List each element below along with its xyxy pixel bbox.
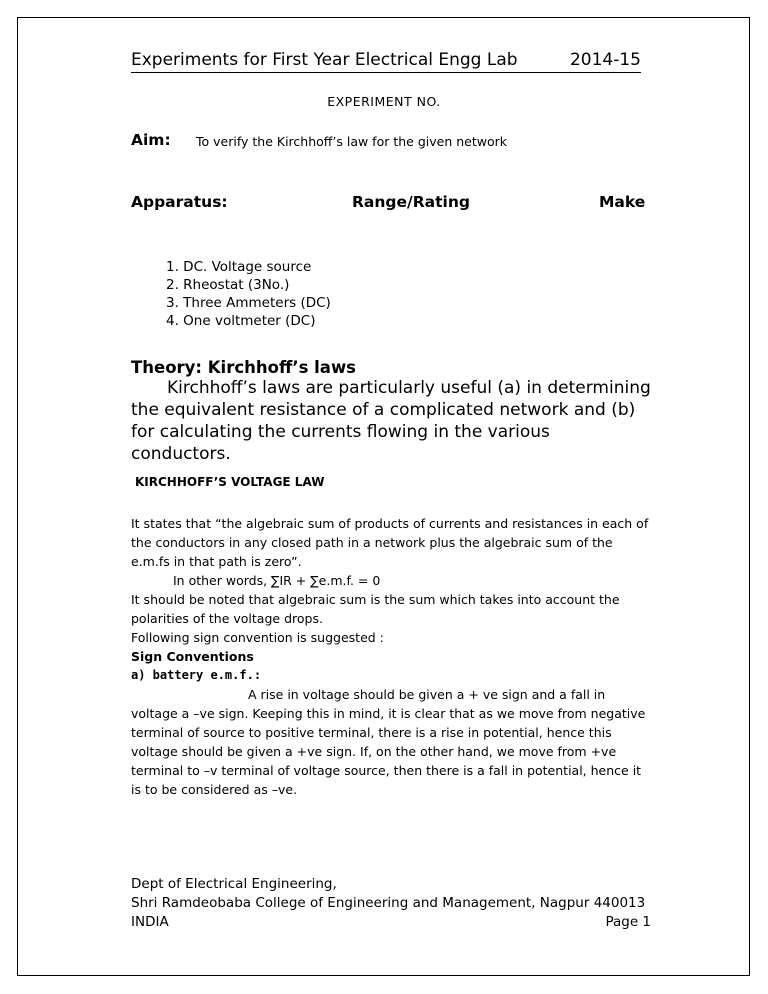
footer-college: Shri Ramdeobaba College of Engineering and Management, Nagpur 440013	[131, 895, 646, 911]
header-title: Experiments for First Year Electrical Engg Lab	[131, 50, 518, 70]
page-number: Page 1	[605, 914, 651, 930]
apparatus-label: Apparatus:	[131, 193, 228, 211]
header-year: 2014-15	[569, 50, 641, 70]
kvl-statement: It states that “the algebraic sum of products of currents and resistances in each of the conductors in any closed path in a network plus the algebraic sum of the e.m.fs in that path is zero”.	[131, 516, 649, 569]
battery-paragraph: voltage a –ve sign. Keeping this in mind, it is clear that as we move from negative terminal of source to positive terminal, there is a rise in potential, hence this voltage should be given a +ve sign. If, on the other hand, we move from +ve terminal to –v terminal of voltage source, then there is a fall in potential, hence it is to be considered as –ve.	[131, 706, 646, 797]
battery-emf-heading: a) battery e.m.f.:	[131, 668, 262, 682]
kvl-note: It should be noted that algebraic sum is the sum which takes into account the polarities of the voltage drops.	[131, 592, 620, 626]
battery-first-line: A rise in voltage should be given a + ve sign and a fall in	[248, 687, 606, 702]
theory-heading: Theory: Kirchhoff’s laws	[131, 358, 357, 377]
kvl-heading: KIRCHHOFF’S VOLTAGE LAW	[135, 475, 325, 489]
footer-country-row	[131, 913, 651, 932]
sign-conventions-heading: Sign Conventions	[131, 649, 254, 664]
aim-label: Aim:	[131, 131, 171, 149]
kvl-suggestion: Following sign convention is suggested :	[131, 630, 384, 645]
experiment-number: EXPERIMENT NO.	[327, 94, 441, 109]
list-item: 1. DC. Voltage source	[166, 259, 312, 275]
list-item: 4. One voltmeter (DC)	[166, 313, 316, 329]
list-item: 2. Rheostat (3No.)	[166, 277, 290, 293]
page-header	[131, 50, 641, 73]
footer-dept: Dept of Electrical Engineering,	[131, 876, 337, 892]
footer-country: INDIA	[131, 914, 169, 930]
apparatus-list	[166, 258, 331, 330]
kvl-body	[131, 514, 651, 799]
theory-text: Kirchhoff’s laws are particularly useful (a) in determining the equivalent resistance of a complicated network and (b) for calculating the currents flowing in the various conductors.	[131, 378, 651, 464]
make-label: Make	[599, 193, 646, 211]
list-item: 3. Three Ammeters (DC)	[166, 295, 331, 311]
kvl-formula: In other words, ∑IR + ∑e.m.f. = 0	[173, 573, 381, 588]
theory-paragraph	[131, 377, 651, 465]
page-footer	[131, 875, 651, 932]
range-rating-label: Range/Rating	[352, 193, 470, 211]
page-border	[17, 17, 750, 976]
aim-text: To verify the Kirchhoff’s law for the given network	[196, 134, 507, 149]
